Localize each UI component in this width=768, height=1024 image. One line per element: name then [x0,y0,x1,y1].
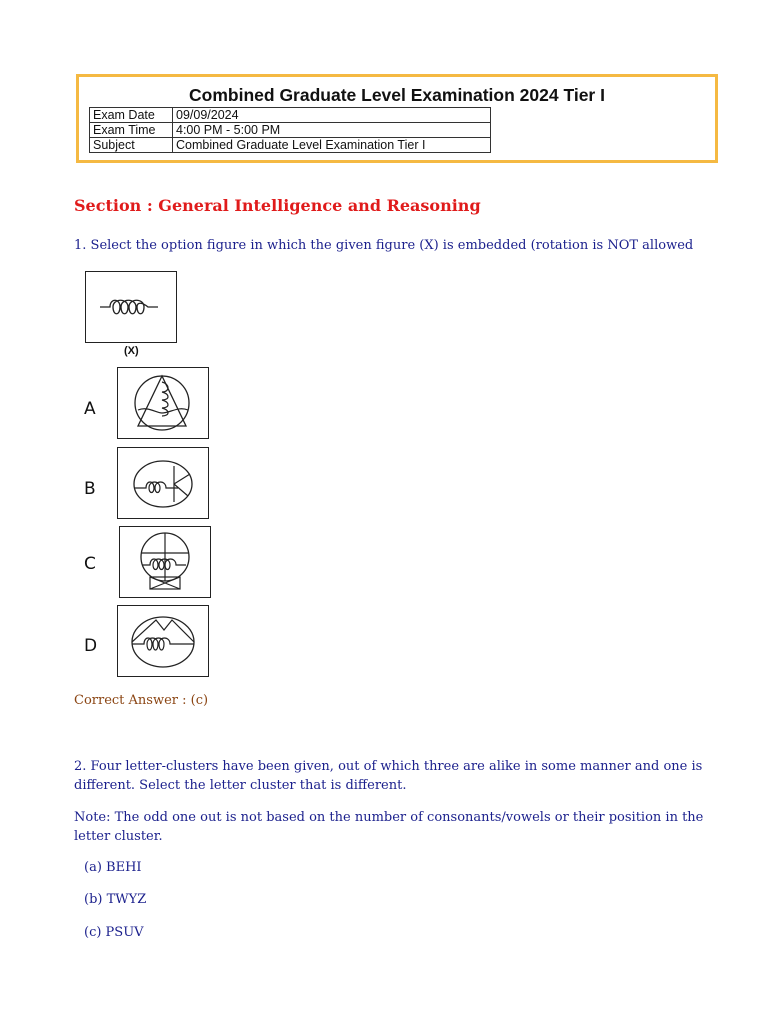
option-c-letter: C [84,554,96,574]
figure-x-label: (X) [124,345,139,357]
option-d-letter: D [84,636,98,656]
exam-date-label: Exam Date [90,108,173,123]
table-row [90,108,491,123]
table-row [90,138,491,153]
option-b-letter: B [84,479,96,499]
question-2-note: Note: The odd one out is not based on the number of consonants/vowels or their position in the letter cluster. [74,810,704,844]
option-a-letter: A [84,399,96,419]
q1-correct-answer: Correct Answer : (c) [74,693,209,708]
option-c-drawing [120,527,210,597]
option-b-drawing [118,448,208,518]
exam-header-box [76,74,718,163]
option-d-drawing [118,606,208,676]
table-row [90,123,491,138]
exam-time-value: 4:00 PM - 5:00 PM [173,123,491,138]
option-a-figure[interactable] [117,367,209,439]
q2-option-a[interactable]: (a) BEHI [84,860,142,875]
q2-option-b[interactable]: (b) TWYZ [84,892,147,907]
exam-time-label: Exam Time [90,123,173,138]
section-title: Section : General Intelligence and Reasoning [74,196,481,215]
option-a-drawing [118,368,208,438]
option-b-figure[interactable] [117,447,209,519]
exam-title: Combined Graduate Level Examination 2024 Tier I [189,85,605,105]
subject-label: Subject [90,138,173,153]
question-figure-x [85,271,177,343]
question-1-text: 1. Select the option figure in which the given figure (X) is embedded (rotation is NOT allowed [74,238,694,253]
spring-figure [86,272,176,342]
exam-date-value: 09/09/2024 [173,108,491,123]
question-2-text: 2. Four letter-clusters have been given, out of which three are alike in some manner and one is different. Select the letter cluster that is different. [74,759,703,793]
exam-info-table [89,107,491,153]
option-d-figure[interactable] [117,605,209,677]
q2-option-c[interactable]: (c) PSUV [84,925,144,940]
option-c-figure[interactable] [119,526,211,598]
subject-value: Combined Graduate Level Examination Tier I [173,138,491,153]
